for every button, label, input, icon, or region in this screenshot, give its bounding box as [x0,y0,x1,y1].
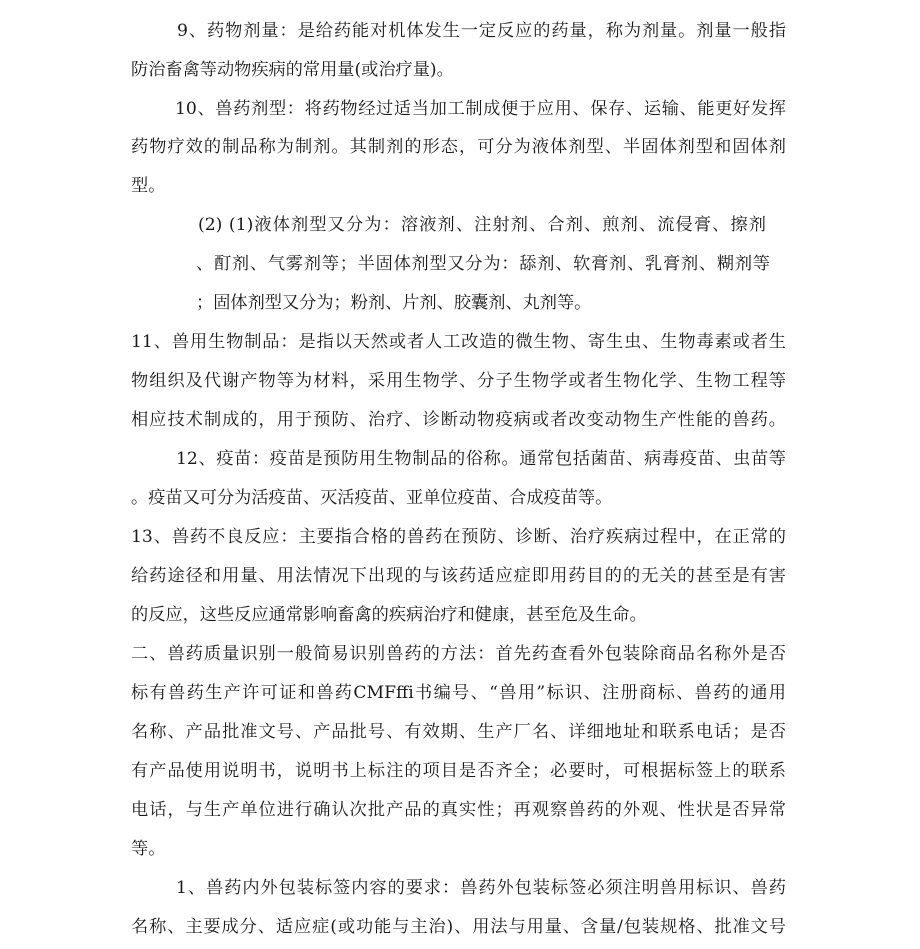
paragraph-dosage-form-types-line-3: ；固体剂型又分为；粉剂、片剂、胶囊剂、丸剂等。 [196,293,592,313]
paragraph-quality-identification-line-3: 名称、产品批准文号、产品批号、有效期、生产厂名、详细地址和联系电话；是否 [131,722,786,742]
paragraph-dosage-form-types-line-2: 、酊剂、气雾剂等；半固体剂型又分为：舔剂、软膏剂、乳膏剂、糊剂等 [196,254,770,274]
paragraph-label-requirements-line-1: 1、兽药内外包装标签内容的要求：兽药外包装标签必须注明兽用标识、兽药 [176,878,786,898]
paragraph-vaccine-line-2: 。疫苗又可分为活疫苗、灭活疫苗、亚单位疫苗、合成疫苗等。 [131,488,613,508]
paragraph-quality-identification-line-4: 有产品使用说明书，说明书上标注的项目是否齐全；必要时，可根据标签上的联系 [131,761,786,781]
paragraph-quality-identification-line-2: 标有兽药生产许可证和兽药CMFffi书编号、“兽用”标识、注册商标、兽药的通用 [131,683,786,703]
paragraph-quality-identification-line-6: 等。 [131,839,166,859]
paragraph-quality-identification-line-1: 二、兽药质量识别一般简易识别兽药的方法：首先药查看外包装除商品名称外是否 [131,644,786,664]
paragraph-adverse-reaction-line-1: 13、兽药不良反应：主要指合格的兽药在预防、诊断、治疗疾病过程中，在正常的 [131,527,786,547]
paragraph-dosage-line-1: 9、药物剂量：是给药能对机体发生一定反应的药量，称为剂量。剂量一般指 [177,21,786,41]
paragraph-dosage-form-line-1: 10、兽药剂型：将药物经过适当加工制成便于应用、保存、运输、能更好发挥 [175,99,786,119]
paragraph-adverse-reaction-line-3: 的反应，这些反应通常影响畜禽的疾病治疗和健康，甚至危及生命。 [131,605,647,625]
paragraph-dosage-form-line-2: 药物疗效的制品称为制剂。其制剂的形态，可分为液体剂型、半固体剂型和固体剂 [131,137,786,157]
paragraph-biologics-line-2: 物组织及代谢产物等为材料，采用生物学、分子生物学或者生物化学、生物工程等 [131,371,786,391]
paragraph-dosage-form-line-3: 型。 [131,176,166,196]
paragraph-quality-identification-line-5: 电话，与生产单位进行确认次批产品的真实性；再观察兽药的外观、性状是否异常 [131,800,786,820]
paragraph-adverse-reaction-line-2: 给药途径和用量、用法情况下出现的与该药适应症即用药目的的无关的甚至是有害 [131,566,786,586]
paragraph-vaccine-line-1: 12、疫苗：疫苗是预防用生物制品的俗称。通常包括菌苗、病毒疫苗、虫苗等 [176,449,786,469]
paragraph-biologics-line-3: 相应技术制成的，用于预防、治疗、诊断动物疫病或者改变动物生产性能的兽药。 [131,410,786,430]
paragraph-dosage-form-types-line-1: (2) (1)液体剂型又分为：溶液剂、注射剂、合剂、煎剂、流侵膏、擦剂 [198,215,766,235]
paragraph-label-requirements-line-2: 名称、主要成分、适应症(或功能与主治)、用法与用量、含量/包装规格、批准文号 [131,917,786,937]
paragraph-biologics-line-1: 11、兽用生物制品：是指以天然或者人工改造的微生物、寄生虫、生物毒素或者生 [131,332,786,352]
paragraph-dosage-line-2: 防治畜禽等动物疾病的常用量(或治疗量)。 [131,60,454,80]
